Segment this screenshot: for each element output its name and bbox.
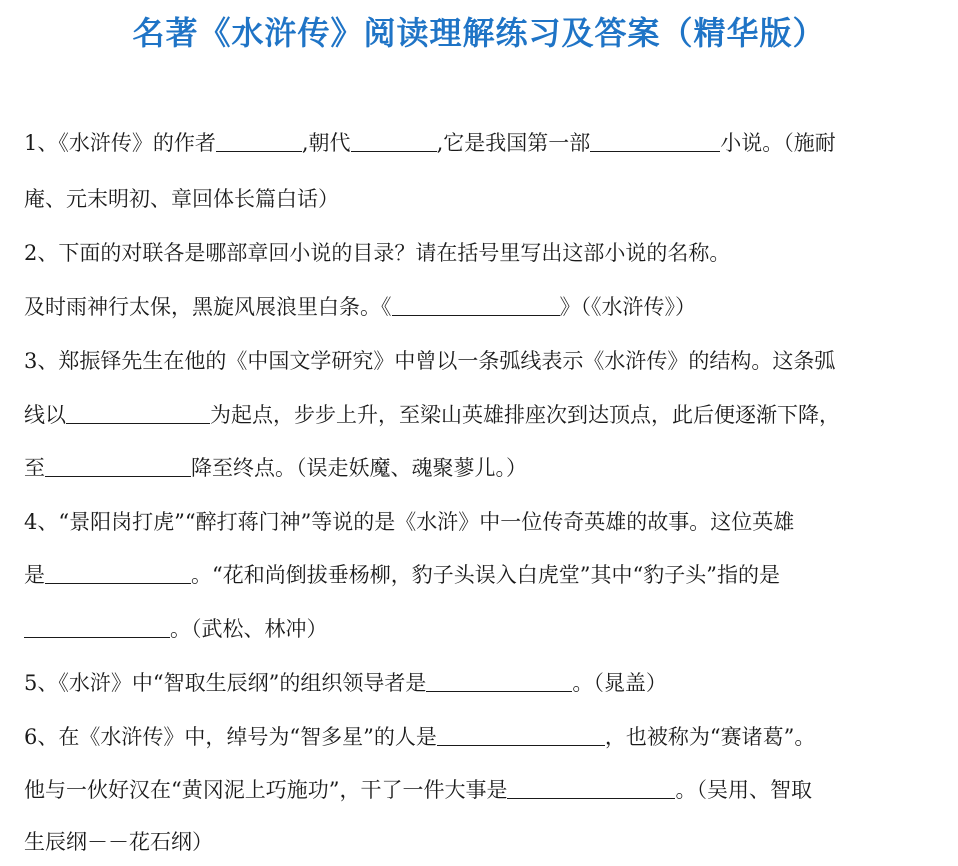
q4-blank-hero[interactable] xyxy=(45,563,191,584)
q3-text-c: 为起点，步步上升，至梁山英雄排座次到达顶点，此后便逐渐下降， xyxy=(210,403,840,427)
q1-text-a: 1、《水浒传》的作者 xyxy=(24,131,216,155)
q3-blank-end[interactable] xyxy=(45,456,191,477)
q5-text-a: 5、《水浒》中“智取生辰纲”的组织领导者是 xyxy=(24,671,427,695)
q3-blank-start[interactable] xyxy=(66,403,210,424)
q3-text-b: 线以 xyxy=(24,403,66,427)
q1-text-b: ,朝代 xyxy=(301,131,351,155)
q6-text-e: 生辰纲－－花石纲） xyxy=(24,830,213,854)
q2-text-b: 及时雨神行太保，黑旋风展浪里白条。《 xyxy=(24,295,392,319)
page-title: 名著《水浒传》阅读理解练习及答案（精华版） xyxy=(132,14,826,52)
q1-blank-author[interactable] xyxy=(216,131,302,152)
q3-text-a: 3、郑振铎先生在他的《中国文学研究》中曾以一条弧线表示《水浒传》的结构。这条弧 xyxy=(24,349,836,373)
q3-text-d: 至 xyxy=(24,456,45,480)
q3-text-e: 降至终点。（误走妖魔、魂聚蓼儿。） xyxy=(191,456,527,480)
question-3-line-2 xyxy=(24,400,944,430)
q1-text-d: 小说。（施耐 xyxy=(720,131,836,155)
q6-text-d: 。（吴用、智取 xyxy=(675,778,812,802)
q1-text-c: ,它是我国第一部 xyxy=(436,131,591,155)
q4-text-b: 是 xyxy=(24,563,45,587)
q4-blank-leopard-head[interactable] xyxy=(24,617,170,638)
question-1-line-2 xyxy=(24,184,944,214)
question-6-line-2 xyxy=(24,775,944,805)
q1-blank-dynasty[interactable] xyxy=(351,131,437,152)
q4-text-a: 4、“景阳岗打虎”“醉打蒋门神”等说的是《水浒》中一位传奇英雄的故事。这位英雄 xyxy=(24,510,795,534)
q6-blank-person[interactable] xyxy=(437,725,605,746)
question-1-line-1 xyxy=(24,128,944,158)
q1-blank-genre[interactable] xyxy=(590,131,720,152)
q6-blank-event[interactable] xyxy=(507,778,675,799)
question-6-line-3 xyxy=(24,827,944,857)
q5-text-b: 。（晁盖） xyxy=(572,671,667,695)
question-2-line-2 xyxy=(24,292,944,322)
question-3-line-1 xyxy=(24,346,944,376)
question-6-line-1 xyxy=(24,722,944,752)
q1-text-e: 庵、元末明初、章回体长篇白话） xyxy=(24,187,339,211)
q2-text-a: 2、下面的对联各是哪部章回小说的目录？请在括号里写出这部小说的名称。 xyxy=(24,241,731,265)
question-2-line-1 xyxy=(24,238,944,268)
q2-text-c: 》（《水浒传》） xyxy=(559,295,696,319)
question-5-line-1 xyxy=(24,668,944,698)
q4-text-c: 。“花和尚倒拔垂杨柳，豹子头误入白虎堂”其中“豹子头”指的是 xyxy=(191,563,780,587)
question-4-line-1 xyxy=(24,507,944,537)
question-4-line-3 xyxy=(24,614,944,644)
q2-blank-novel[interactable] xyxy=(392,295,560,316)
q6-text-c: 他与一伙好汉在“黄冈泥上巧施功”，干了一件大事是 xyxy=(24,778,508,802)
q6-text-b: ，也被称为“赛诸葛”。 xyxy=(604,725,816,749)
q5-blank-leader[interactable] xyxy=(426,671,572,692)
q6-text-a: 6、在《水浒传》中，绰号为“智多星”的人是 xyxy=(24,725,437,749)
question-3-line-3 xyxy=(24,453,944,483)
q4-text-d: 。（武松、林冲） xyxy=(170,617,328,641)
question-4-line-2 xyxy=(24,560,944,590)
